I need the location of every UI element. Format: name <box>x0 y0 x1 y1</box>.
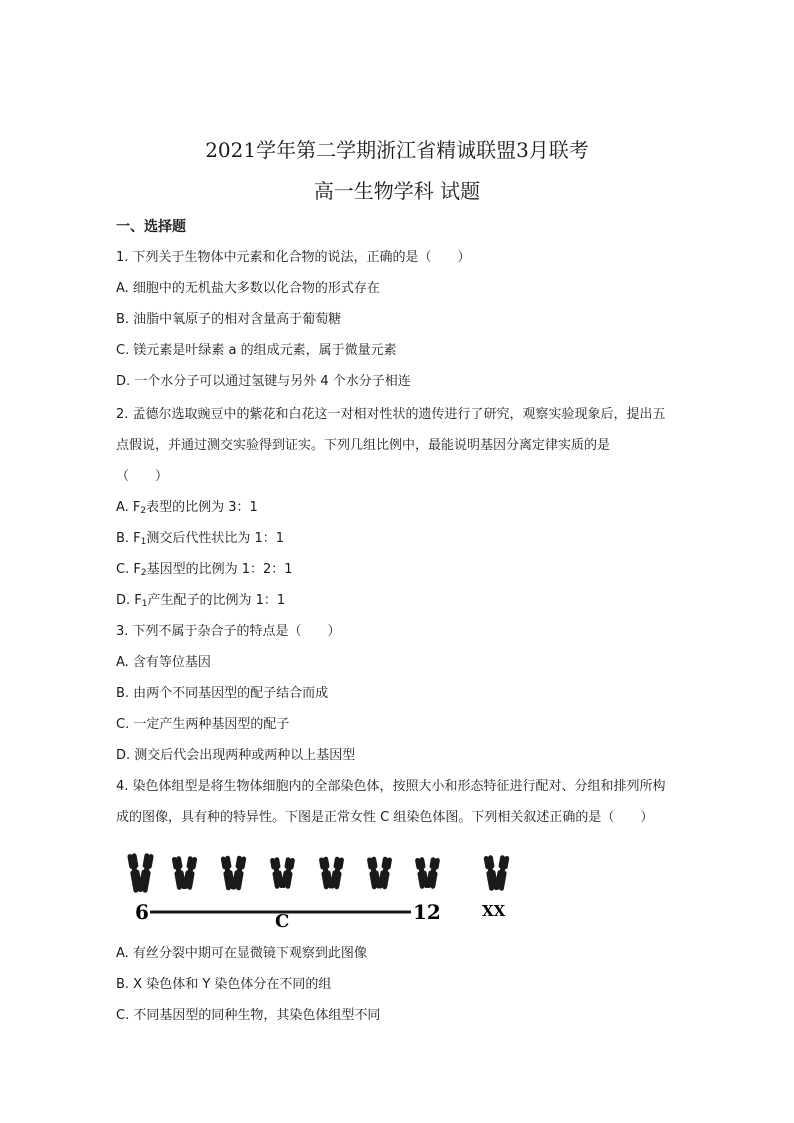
group-start-label: 6 <box>135 900 149 924</box>
chromosome <box>183 857 196 890</box>
chromosome <box>281 858 294 889</box>
q4-option-a: A. 有丝分裂中期可在显微镜下观察到此图像 <box>116 946 367 961</box>
chromosome <box>495 856 509 891</box>
q4-stem-line1: 4. 染色体组型是将生物体细胞内的全部染色体，按照大小和形态特征进行配对、分组和排列所构 <box>116 779 666 794</box>
section-heading: 一、选择题 <box>116 219 186 235</box>
q2-option-b: B. $F_1$测交后代性状比为 1：1 <box>116 531 285 547</box>
chromosome <box>378 857 391 889</box>
q2-option-d: D. $F_1$产生配子的比例为 1：1 <box>116 593 286 609</box>
q1-option-d: D. 一个水分子可以通过氢键与另外 4 个水分子相连 <box>116 374 411 389</box>
q4-option-b: B. X 染色体和 Y 染色体分在不同的组 <box>116 977 332 992</box>
q2-stem-line1: 2. 孟德尔选取豌豆中的紫花和白花这一对相对性状的遗传进行了研究，观察实验现象后，提出五 <box>116 407 666 422</box>
q3-option-a: A. 含有等位基因 <box>116 655 211 670</box>
q2-option-a: A. $F_2$表型的比例为 3：1 <box>116 500 258 516</box>
group-name-label: C <box>275 911 290 930</box>
chromosome <box>139 854 153 893</box>
chromosome <box>426 858 439 889</box>
chromosome <box>330 857 343 889</box>
q2-stem-line2: 点假说，并通过测交实验得到证实。下列几组比例中，最能说明基因分离定律实质的是 <box>116 438 611 453</box>
q2-option-c: C. $F_2$基因型的比例为 1：2：1 <box>116 562 293 578</box>
group-end-label: 12 <box>413 900 441 924</box>
q3-stem: 3. 下列不属于杂合子的特点是（ ） <box>116 624 341 639</box>
sex-chromosome-label: XX <box>482 902 506 920</box>
chromosome <box>232 856 246 890</box>
q3-option-c: C. 一定产生两种基因型的配子 <box>116 717 290 732</box>
q1-option-c: C. 镁元素是叶绿素 a 的组成元素，属于微量元素 <box>116 343 397 358</box>
q3-option-d: D. 测交后代会出现两种或两种以上基因型 <box>116 748 356 763</box>
exam-subtitle: 高一生物学科 试题 <box>313 179 481 203</box>
exam-title: 2021学年第二学期浙江省精诚联盟3月联考 <box>205 138 589 162</box>
karyotype-figure <box>124 848 524 930</box>
q2-stem-line3: （ ） <box>116 469 169 484</box>
q3-option-b: B. 由两个不同基因型的配子结合而成 <box>116 686 329 701</box>
q4-option-c: C. 不同基因型的同种生物，其染色体组型不同 <box>116 1008 381 1023</box>
q1-stem: 1. 下列关于生物体中元素和化合物的说法，正确的是（ ） <box>116 250 471 265</box>
q1-option-b: B. 油脂中氧原子的相对含量高于葡萄糖 <box>116 312 342 327</box>
q1-option-a: A. 细胞中的无机盐大多数以化合物的形式存在 <box>116 281 380 296</box>
karyotype-svg <box>124 848 524 930</box>
q4-stem-line2: 成的图像，具有种的特异性。下图是正常女性 C 组染色体图。下列相关叙述正确的是（ ） <box>116 810 654 825</box>
